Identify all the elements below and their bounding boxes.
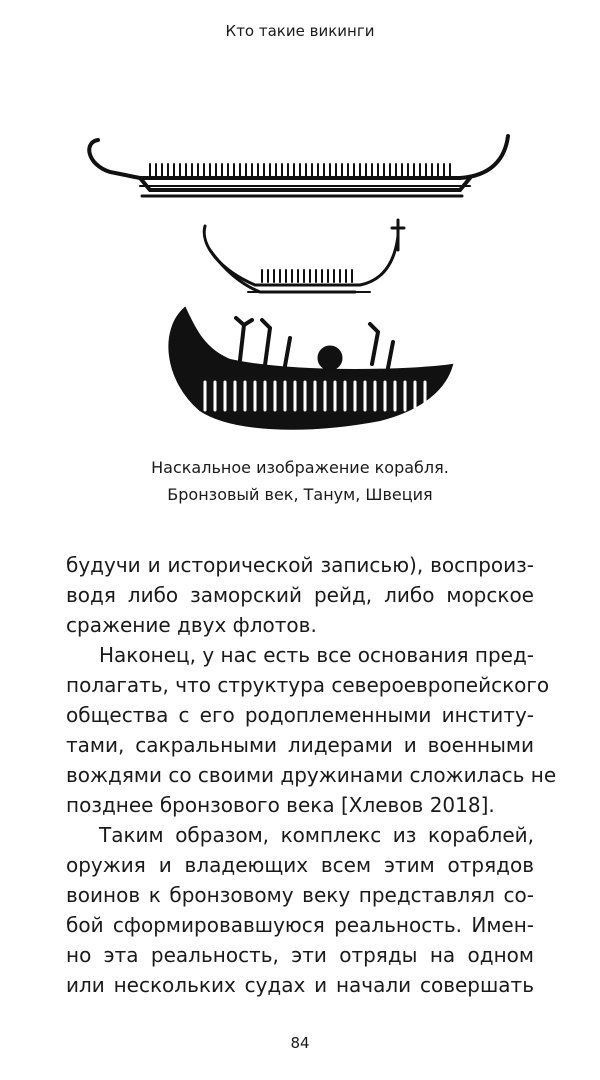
text-line: Наконец, у нас есть все основания пред- [99, 643, 534, 667]
text-line: бой сформировавшуюся реальность. Имен- [66, 913, 534, 937]
body-text [66, 550, 557, 1000]
figure-caption [0, 454, 600, 508]
text-line: общества с его родоплеменными институ- [66, 703, 534, 727]
caption-line-1: Наскальное изображение корабля. [151, 458, 449, 477]
text-line: сражение двух флотов. [66, 613, 317, 637]
page-number: 84 [290, 1034, 310, 1052]
caption-line-2: Бронзовый век, Танум, Швеция [167, 485, 433, 504]
rock-carving-figure [0, 120, 600, 450]
text-line: или нескольких судах и начали совершать [66, 973, 534, 997]
ship-carvings-illustration [0, 120, 600, 450]
running-header: Кто такие викинги [225, 22, 375, 40]
ship-2 [204, 220, 404, 292]
text-line: тами, сакральными лидерами и военными [66, 733, 534, 757]
text-line: воинов к бронзовому веку представлял со- [66, 883, 534, 907]
text-line: но эта реальность, эти отряды на одном [66, 943, 534, 967]
text-line: вождями со своими дружинами сложилась не [66, 763, 557, 787]
text-line: будучи и исторической записью), воспроиз- [66, 553, 534, 577]
ship-1 [89, 136, 508, 196]
text-line: Таким образом, комплекс из кораблей, [99, 823, 534, 847]
text-line: водя либо заморский рейд, либо морское [66, 583, 534, 607]
text-line: позднее бронзового века [Хлевов 2018]. [66, 793, 495, 817]
ship-3 [169, 308, 452, 429]
text-line: полагать, что структура североевропейского [66, 673, 550, 697]
text-line: оружия и владеющих всем этим отрядов [66, 853, 534, 877]
